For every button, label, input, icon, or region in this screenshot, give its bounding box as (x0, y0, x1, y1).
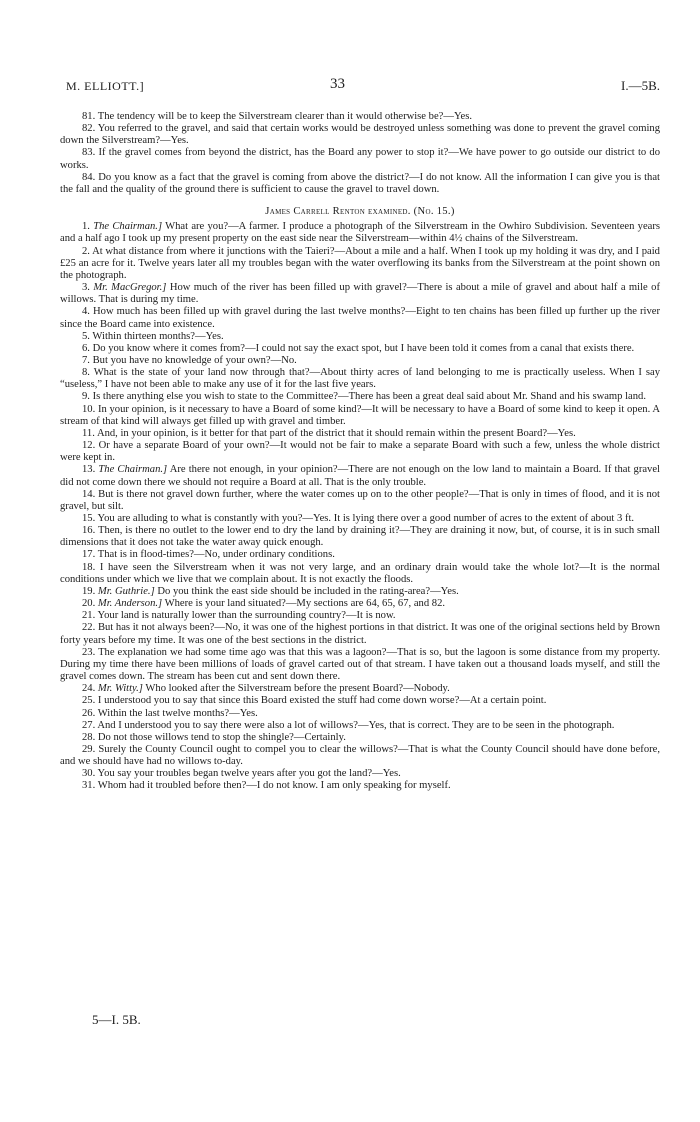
question-number: 19. (82, 585, 96, 597)
question-paragraph (60, 513, 660, 525)
question-number: 15. (82, 513, 96, 524)
speaker-label: The Chairman.] (93, 221, 163, 233)
question-paragraph (60, 123, 660, 147)
question-number: 18. (82, 561, 96, 573)
question-paragraph (60, 306, 660, 330)
speaker-label: The Chairman.] (98, 464, 168, 476)
question-number: 7. (82, 354, 90, 366)
question-answer-text: Do you know where it comes from?—I could not say the exact spot, but I have been told it comes from a canal that exists there. (92, 342, 635, 354)
question-paragraph (60, 428, 660, 440)
question-answer-text: Are there not enough, in your opinion?—There are not enough on the low land to maintain a Board. If that gravel did not come down there we should not require a Board at all. That is the only trouble. (60, 464, 660, 488)
question-number: 31. (82, 780, 96, 792)
question-answer-text: You say your troubles began twelve years after you got the land?—Yes. (97, 768, 401, 780)
header-witness-name: M. ELLIOTT.] (66, 79, 145, 93)
question-paragraph (60, 732, 660, 744)
question-paragraph (60, 331, 660, 343)
question-paragraph (60, 111, 660, 123)
witness-heading: James Carrell Renton examined. (No. 15.) (265, 206, 455, 218)
question-number: 81. (82, 111, 96, 122)
question-paragraph (60, 744, 660, 768)
question-number: 14. (82, 488, 96, 500)
question-paragraph (60, 221, 660, 245)
question-number: 27. (82, 719, 96, 731)
question-number: 25. (82, 695, 96, 707)
question-number: 11. (82, 427, 95, 439)
question-number: 28. (82, 731, 96, 743)
witness-evidence-section (60, 221, 660, 792)
question-answer-text: I have seen the Silverstream when it was not very large, and an ordinary drain would take the whole lot?—It is the normal conditions under which we live that we complain about. It is not exactly the floods. (60, 561, 660, 585)
question-answer-text: Your land is naturally lower than the surrounding country?—It is now. (97, 610, 396, 622)
question-answer-text: You referred to the gravel, and said that certain works would be destroyed unless something was done to prevent the gravel coming down the Silverstream?—Yes. (60, 123, 660, 147)
question-paragraph (60, 708, 660, 720)
question-number: 9. (82, 391, 90, 403)
question-answer-text: How much of the river has been filled up with gravel?—There is about a mile of gravel and about half a mile of willows. That is during my time. (60, 282, 660, 306)
question-answer-text: Who looked after the Silverstream before the present Board?—Nobody. (145, 683, 450, 695)
question-answer-text: And I understood you to say there were also a lot of willows?—Yes, that is correct. They are to be seen in the photograph. (97, 719, 615, 731)
question-answer-text: At what distance from where it junctions with the Taieri?—About a mile and a half. When I took up my holding it was dry, and I paid £25 an acre for it. Twelve years later all my troubles began with the water overflowing its banks from the Silverstream at the point shown on the photograph. (60, 245, 660, 281)
question-answer-text: What is the state of your land now through that?—About thirty acres of land belonging to me is practically useless. When I say “useless,” I have not been able to make any use of it for the last five years. (60, 367, 660, 391)
question-paragraph (60, 720, 660, 732)
question-paragraph (60, 586, 660, 598)
question-number: 22. (82, 622, 96, 634)
question-paragraph (60, 147, 660, 171)
question-answer-text: Is there anything else you wish to state to the Committee?—There has been a great deal said about Mr. Shand and his swamp land. (92, 391, 646, 403)
question-answer-text: What are you?—A farmer. I produce a photograph of the Silverstream in the Owhiro Subdivision. Seventeen years and a half ago I took up my present property on the east side near the Silverstream—within 4½ chains of the Silverstream. (60, 221, 660, 245)
question-paragraph (60, 367, 660, 391)
question-number: 24. (82, 683, 96, 695)
question-paragraph (60, 647, 660, 683)
question-paragraph (60, 780, 660, 792)
question-paragraph (60, 440, 660, 464)
question-number: 10. (82, 403, 96, 415)
header-document-ref: I.—5B. (621, 78, 660, 93)
question-number: 4. (82, 306, 90, 318)
question-number: 12. (82, 440, 96, 452)
question-answer-text: Do you know as a fact that the gravel is coming from above the district?—I do not know. All the information I can give you is that the fall and the quality of the ground there is sufficient to cause the gravel to travel down. (60, 171, 660, 195)
page-header (60, 76, 660, 96)
question-answer-text: But you have no knowledge of your own?—No. (92, 354, 297, 366)
question-number: 13. (82, 464, 96, 476)
prior-evidence-section (60, 111, 660, 196)
question-answer-text: But is there not gravel down further, where the water comes up on to the other people?—That is only in times of flood, and it is not gravel, but silt. (60, 488, 661, 512)
question-paragraph (60, 464, 660, 488)
question-paragraph (60, 391, 660, 403)
question-paragraph (60, 683, 660, 695)
question-answer-text: In your opinion, is it necessary to have a Board of some kind?—It will be necessary to have a Board of some kind to keep it open. A stream of that kind will always get filled up with gravel and timber. (60, 403, 661, 427)
question-number: 5. (82, 330, 90, 342)
question-paragraph (60, 525, 660, 549)
question-number: 8. (82, 367, 90, 379)
question-paragraph (60, 562, 660, 586)
question-number: 20. (82, 598, 96, 610)
question-number: 83. (82, 147, 96, 159)
question-paragraph (60, 610, 660, 622)
question-paragraph (60, 355, 660, 367)
question-answer-text: Whom had it troubled before then?—I do not know. I am only speaking for myself. (97, 780, 451, 792)
question-number: 1. (82, 221, 90, 233)
question-answer-text: Within thirteen months?—Yes. (92, 330, 224, 342)
question-number: 82. (82, 123, 96, 135)
speaker-label: Mr. Anderson.] (97, 598, 163, 610)
question-number: 3. (82, 282, 90, 294)
question-answer-text: Or have a separate Board of your own?—It would not be fair to make a separate Board with such a few, unless the whole district were kept in. (60, 440, 660, 464)
question-answer-text: If the gravel comes from beyond the district, has the Board any power to stop it?—We have power to go outside our district to do works. (60, 147, 661, 171)
question-paragraph (60, 343, 660, 355)
question-answer-text: You are alluding to what is constantly with you?—Yes. It is lying there over a good number of acres to the extent of about 3 ft. (97, 513, 635, 524)
signature-mark: 5—I. 5B. (92, 1012, 141, 1027)
question-paragraph (60, 549, 660, 561)
question-number: 17. (82, 549, 96, 561)
question-paragraph (60, 404, 660, 428)
speaker-label: Mr. Guthrie.] (97, 585, 155, 597)
question-answer-text: Where is your land situated?—My sections are 64, 65, 67, and 82. (164, 598, 446, 610)
question-number: 30. (82, 768, 96, 780)
question-answer-text: But has it not always been?—No, it was one of the highest portions in that district. It was one of the original sections held by Brown forty years before my time. It was one of the best sections in the district. (60, 622, 660, 646)
question-number: 23. (82, 646, 96, 658)
question-number: 21. (82, 610, 96, 622)
question-answer-text: Do you think the east side should be included in the rating-area?—Yes. (157, 585, 459, 597)
document-body (60, 111, 660, 793)
question-answer-text: Do not those willows tend to stop the shingle?—Certainly. (97, 731, 346, 743)
question-paragraph (60, 489, 660, 513)
question-number: 16. (82, 525, 96, 537)
question-number: 26. (82, 707, 96, 719)
question-answer-text: And, in your opinion, is it better for that part of the district that it should remain within the present Board?—Yes. (96, 427, 576, 439)
question-number: 29. (82, 743, 96, 755)
question-paragraph (60, 768, 660, 780)
question-paragraph (60, 246, 660, 282)
question-answer-text: Within the last twelve months?—Yes. (97, 707, 258, 719)
speaker-label: Mr. Witty.] (97, 683, 143, 695)
question-paragraph (60, 695, 660, 707)
question-answer-text: The explanation we had some time ago was that this was a lagoon?—That is so, but the lagoon is some distance from my property. During my time there have been millions of loads of gravel carted out of that stream. I have taken out a thousand loads myself, and still the gravel comes down. The stream has been cut and sent down there. (60, 646, 660, 683)
question-answer-text: Then, is there no outlet to the lower end to dry the land by draining it?—They are draining it now, but, of course, it is in such small dimensions that it does not take the water away quick enough. (60, 525, 660, 549)
question-answer-text: How much has been filled up with gravel during the last twelve months?—Eight to ten chains has been filled up further up the river since the Board came into existence. (60, 306, 660, 330)
page-number: 33 (330, 76, 345, 92)
question-number: 2. (82, 245, 90, 257)
question-answer-text: The tendency will be to keep the Silverstream clearer than it would otherwise be?—Yes. (97, 111, 473, 122)
question-number: 6. (82, 342, 90, 354)
question-paragraph (60, 282, 660, 306)
question-answer-text: Surely the County Council ought to compel you to clear the willows?—That is what the County Council should have done before, and we should have had no willows to-day. (60, 743, 660, 768)
question-paragraph (60, 622, 660, 646)
question-paragraph (60, 598, 660, 610)
question-number: 84. (82, 171, 96, 183)
question-paragraph (60, 172, 660, 196)
question-answer-text: That is in flood-times?—No, under ordinary conditions. (97, 549, 335, 561)
question-answer-text: I understood you to say that since this Board existed the stuff had come down worse?—At a certain point. (97, 695, 547, 707)
speaker-label: Mr. MacGregor.] (93, 282, 167, 294)
